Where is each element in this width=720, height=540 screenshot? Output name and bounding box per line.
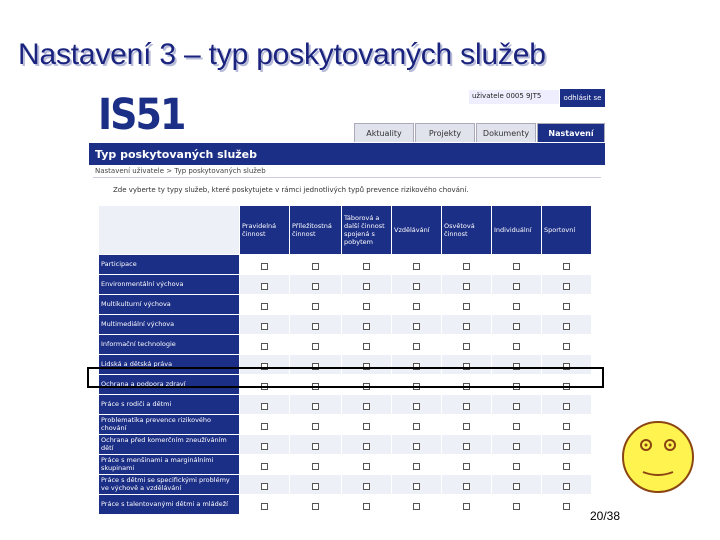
- checkbox-cell: [442, 275, 492, 295]
- service-checkbox[interactable]: [261, 323, 268, 330]
- checkbox-cell: [342, 455, 392, 475]
- info-text: Zde vyberte ty typy služeb, které poskytujete v rámci jednotlivých typů prevence rizikového chování.: [113, 186, 469, 194]
- checkbox-cell: [290, 415, 342, 435]
- service-checkbox[interactable]: [563, 503, 570, 510]
- checkbox-cell: [492, 495, 542, 515]
- table-row: [99, 435, 592, 455]
- checkbox-cell: [342, 295, 392, 315]
- checkbox-cell: [442, 455, 492, 475]
- service-checkbox[interactable]: [513, 323, 520, 330]
- service-checkbox[interactable]: [413, 463, 420, 470]
- service-checkbox[interactable]: [513, 343, 520, 350]
- service-checkbox[interactable]: [513, 303, 520, 310]
- checkbox-cell: [442, 295, 492, 315]
- checkbox-cell: [240, 255, 290, 275]
- checkbox-cell: [442, 415, 492, 435]
- checkbox-cell: [492, 475, 542, 495]
- service-checkbox[interactable]: [312, 283, 319, 290]
- checkbox-cell: [442, 495, 492, 515]
- checkbox-cell: [342, 255, 392, 275]
- checkbox-cell: [442, 315, 492, 335]
- page-number: 20/38: [590, 509, 621, 523]
- service-checkbox[interactable]: [413, 263, 420, 270]
- checkbox-cell: [492, 415, 542, 435]
- service-checkbox[interactable]: [413, 443, 420, 450]
- table-row: [99, 415, 592, 435]
- row-label: Práce s rodiči a dětmi: [99, 395, 240, 415]
- service-checkbox[interactable]: [312, 263, 319, 270]
- service-checkbox[interactable]: [413, 483, 420, 490]
- checkbox-cell: [542, 495, 592, 515]
- service-checkbox[interactable]: [312, 423, 319, 430]
- tab-dokumenty[interactable]: Dokumenty: [476, 123, 536, 142]
- service-checkbox[interactable]: [312, 443, 319, 450]
- table-row: [99, 255, 592, 275]
- checkbox-cell: [492, 275, 542, 295]
- checkbox-cell: [542, 475, 592, 495]
- service-checkbox[interactable]: [513, 483, 520, 490]
- checkbox-cell: [542, 335, 592, 355]
- service-checkbox[interactable]: [513, 423, 520, 430]
- service-checkbox[interactable]: [513, 283, 520, 290]
- service-checkbox[interactable]: [261, 503, 268, 510]
- checkbox-cell: [342, 435, 392, 455]
- user-info: uživatele 0005 9JT5: [469, 90, 559, 104]
- checkbox-cell: [290, 395, 342, 415]
- service-checkbox[interactable]: [363, 263, 370, 270]
- service-checkbox[interactable]: [463, 403, 470, 410]
- service-checkbox[interactable]: [563, 323, 570, 330]
- table-row: [99, 495, 592, 515]
- logout-button[interactable]: odhlásit se: [559, 88, 606, 108]
- checkbox-cell: [442, 475, 492, 495]
- service-checkbox[interactable]: [312, 503, 319, 510]
- page-header: Typ poskytovaných služeb: [89, 143, 605, 165]
- checkbox-cell: [240, 295, 290, 315]
- checkbox-cell: [392, 495, 442, 515]
- services-table: [98, 205, 592, 515]
- row-label: Environmentální výchova: [99, 275, 240, 295]
- service-checkbox[interactable]: [363, 443, 370, 450]
- service-checkbox[interactable]: [463, 343, 470, 350]
- checkbox-cell: [240, 315, 290, 335]
- checkbox-cell: [442, 255, 492, 275]
- service-checkbox[interactable]: [413, 323, 420, 330]
- service-checkbox[interactable]: [413, 423, 420, 430]
- checkbox-cell: [392, 475, 442, 495]
- service-checkbox[interactable]: [463, 323, 470, 330]
- service-checkbox[interactable]: [563, 463, 570, 470]
- service-checkbox[interactable]: [563, 343, 570, 350]
- checkbox-cell: [392, 395, 442, 415]
- service-checkbox[interactable]: [261, 343, 268, 350]
- checkbox-cell: [442, 395, 492, 415]
- slide-title: Nastavení 3 – typ poskytovaných služeb: [18, 38, 546, 71]
- checkbox-cell: [342, 395, 392, 415]
- checkbox-cell: [542, 395, 592, 415]
- service-checkbox[interactable]: [463, 483, 470, 490]
- column-header: Sportovní: [542, 206, 592, 255]
- service-checkbox[interactable]: [363, 343, 370, 350]
- service-checkbox[interactable]: [312, 303, 319, 310]
- service-checkbox[interactable]: [463, 463, 470, 470]
- service-checkbox[interactable]: [261, 483, 268, 490]
- checkbox-cell: [492, 335, 542, 355]
- service-checkbox[interactable]: [513, 443, 520, 450]
- checkbox-cell: [542, 315, 592, 335]
- checkbox-cell: [492, 455, 542, 475]
- divider: [93, 177, 601, 178]
- service-checkbox[interactable]: [513, 503, 520, 510]
- service-checkbox[interactable]: [463, 303, 470, 310]
- row-label: Multikulturní výchova: [99, 295, 240, 315]
- service-checkbox[interactable]: [563, 443, 570, 450]
- checkbox-cell: [240, 455, 290, 475]
- service-checkbox[interactable]: [363, 303, 370, 310]
- checkbox-cell: [492, 315, 542, 335]
- checkbox-cell: [240, 415, 290, 435]
- service-checkbox[interactable]: [261, 423, 268, 430]
- service-checkbox[interactable]: [463, 263, 470, 270]
- smiley-icon: [621, 420, 695, 494]
- service-checkbox[interactable]: [261, 283, 268, 290]
- service-checkbox[interactable]: [463, 423, 470, 430]
- checkbox-cell: [290, 255, 342, 275]
- checkbox-cell: [290, 435, 342, 455]
- row-label: Ochrana a podpora zdraví: [99, 375, 240, 395]
- checkbox-cell: [290, 335, 342, 355]
- row-label: Informační technologie: [99, 335, 240, 355]
- column-header: Individuální: [492, 206, 542, 255]
- column-header: Osvětová činnost: [442, 206, 492, 255]
- checkbox-cell: [342, 415, 392, 435]
- checkbox-cell: [542, 275, 592, 295]
- checkbox-cell: [240, 435, 290, 455]
- service-checkbox[interactable]: [563, 283, 570, 290]
- service-checkbox[interactable]: [363, 483, 370, 490]
- service-checkbox[interactable]: [261, 263, 268, 270]
- checkbox-cell: [392, 295, 442, 315]
- checkbox-cell: [542, 295, 592, 315]
- checkbox-cell: [290, 455, 342, 475]
- highlight-box: [87, 367, 604, 388]
- column-header: Táborová a další činnost spojená s pobytem: [342, 206, 392, 255]
- service-checkbox[interactable]: [312, 343, 319, 350]
- tab-aktuality[interactable]: Aktuality: [354, 123, 414, 142]
- checkbox-cell: [442, 335, 492, 355]
- service-checkbox[interactable]: [261, 303, 268, 310]
- main-tabs: [354, 123, 606, 143]
- table-row: [99, 295, 592, 315]
- table-row: [99, 475, 592, 495]
- service-checkbox[interactable]: [363, 283, 370, 290]
- checkbox-cell: [542, 455, 592, 475]
- service-checkbox[interactable]: [513, 403, 520, 410]
- service-checkbox[interactable]: [463, 503, 470, 510]
- checkbox-cell: [342, 475, 392, 495]
- column-header: Pravidelná činnost: [240, 206, 290, 255]
- checkbox-cell: [492, 435, 542, 455]
- table-row: [99, 455, 592, 475]
- checkbox-cell: [290, 475, 342, 495]
- service-checkbox[interactable]: [563, 263, 570, 270]
- row-label: Práce s dětmi se specifickými problémy ve výchově a vzdělávání: [99, 475, 240, 495]
- checkbox-cell: [290, 495, 342, 515]
- checkbox-cell: [240, 275, 290, 295]
- service-checkbox[interactable]: [413, 283, 420, 290]
- checkbox-cell: [392, 275, 442, 295]
- checkbox-cell: [492, 295, 542, 315]
- checkbox-cell: [240, 495, 290, 515]
- service-checkbox[interactable]: [563, 403, 570, 410]
- row-label: Lidská a dětská práva: [99, 355, 240, 375]
- checkbox-cell: [240, 475, 290, 495]
- column-header: Příležitostná činnost: [290, 206, 342, 255]
- checkbox-cell: [342, 335, 392, 355]
- header-corner: [99, 206, 240, 255]
- checkbox-cell: [290, 275, 342, 295]
- table-row: [99, 315, 592, 335]
- service-checkbox[interactable]: [261, 403, 268, 410]
- service-checkbox[interactable]: [563, 483, 570, 490]
- service-checkbox[interactable]: [413, 503, 420, 510]
- service-checkbox[interactable]: [513, 463, 520, 470]
- row-label: Problematika prevence rizikového chování: [99, 415, 240, 435]
- checkbox-cell: [342, 495, 392, 515]
- service-checkbox[interactable]: [563, 423, 570, 430]
- app-screenshot: [89, 88, 605, 508]
- service-checkbox[interactable]: [363, 423, 370, 430]
- column-header: Vzdělávání: [392, 206, 442, 255]
- service-checkbox[interactable]: [261, 443, 268, 450]
- service-checkbox[interactable]: [312, 463, 319, 470]
- service-checkbox[interactable]: [563, 303, 570, 310]
- checkbox-cell: [392, 435, 442, 455]
- checkbox-cell: [442, 435, 492, 455]
- checkbox-cell: [392, 455, 442, 475]
- service-checkbox[interactable]: [463, 283, 470, 290]
- tab-nastaveni[interactable]: Nastavení: [537, 123, 605, 142]
- checkbox-cell: [392, 335, 442, 355]
- checkbox-cell: [542, 255, 592, 275]
- service-checkbox[interactable]: [363, 323, 370, 330]
- service-checkbox[interactable]: [312, 483, 319, 490]
- checkbox-cell: [392, 255, 442, 275]
- row-label: Multimediální výchova: [99, 315, 240, 335]
- service-checkbox[interactable]: [261, 463, 268, 470]
- service-checkbox[interactable]: [413, 303, 420, 310]
- checkbox-cell: [240, 395, 290, 415]
- row-label: Participace: [99, 255, 240, 275]
- table-row: [99, 395, 592, 415]
- service-checkbox[interactable]: [413, 403, 420, 410]
- checkbox-cell: [392, 315, 442, 335]
- service-checkbox[interactable]: [513, 263, 520, 270]
- checkbox-cell: [542, 415, 592, 435]
- service-checkbox[interactable]: [463, 443, 470, 450]
- checkbox-cell: [290, 295, 342, 315]
- checkbox-cell: [542, 435, 592, 455]
- checkbox-cell: [240, 335, 290, 355]
- service-checkbox[interactable]: [363, 403, 370, 410]
- service-checkbox[interactable]: [312, 403, 319, 410]
- checkbox-cell: [342, 275, 392, 295]
- checkbox-cell: [290, 315, 342, 335]
- table-row: [99, 335, 592, 355]
- service-checkbox[interactable]: [363, 463, 370, 470]
- row-label: Ochrana před komerčním zneužíváním dětí: [99, 435, 240, 455]
- table-row: [99, 275, 592, 295]
- breadcrumb[interactable]: Nastavení uživatele > Typ poskytovaných služeb: [95, 167, 266, 175]
- row-label: Práce s menšinami a marginálními skupinami: [99, 455, 240, 475]
- checkbox-cell: [492, 255, 542, 275]
- row-label: Práce s talentovanými dětmi a mládeží: [99, 495, 240, 515]
- checkbox-cell: [492, 395, 542, 415]
- service-checkbox[interactable]: [413, 343, 420, 350]
- app-logo: IS51: [98, 90, 185, 140]
- checkbox-cell: [342, 315, 392, 335]
- service-checkbox[interactable]: [363, 503, 370, 510]
- checkbox-cell: [392, 415, 442, 435]
- tab-projekty[interactable]: Projekty: [415, 123, 475, 142]
- service-checkbox[interactable]: [312, 323, 319, 330]
